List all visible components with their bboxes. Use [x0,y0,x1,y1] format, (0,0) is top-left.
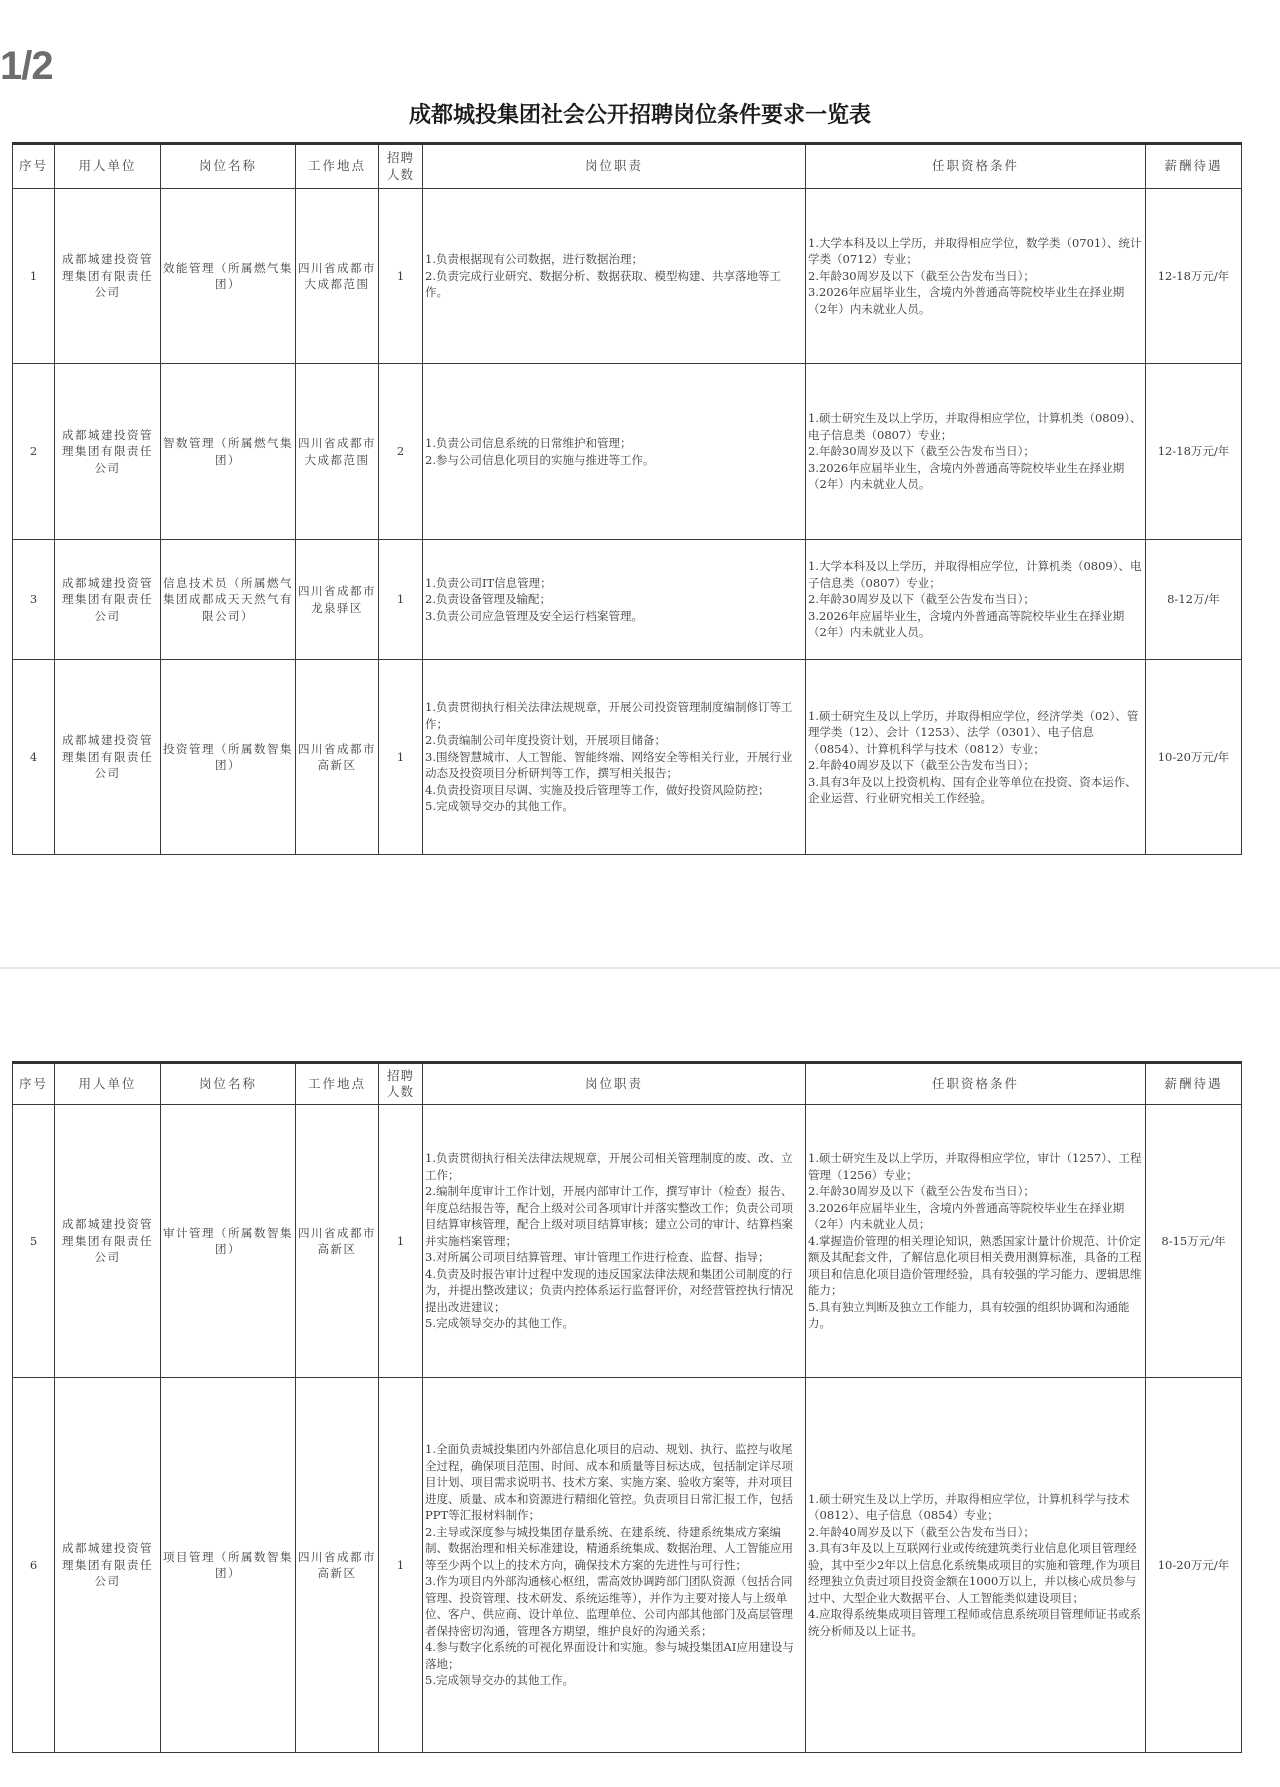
cell-requirements [806,364,1146,540]
requirement-item: 2.年龄30周岁及以下（截至公告发布当日）； [808,444,1035,459]
cell-salary: 8-12万/年 [1146,540,1242,660]
duty-item: 5.完成领导交办的其他工作。 [425,799,574,814]
cell-position: 项目管理（所属数智集团） [161,1378,296,1753]
cell-no: 2 [13,364,55,540]
cell-position: 信息技术员（所属燃气集团成都成天天然气有限公司） [161,540,296,660]
table-header-row [13,1063,1242,1105]
requirement-item: 2.年龄30周岁及以下（截至公告发布当日）； [808,1184,1035,1199]
header-count: 招聘人数 [379,144,423,189]
duty-item: 2.负责设备管理及输配； [425,592,551,607]
duty-item: 1.负责贯彻执行相关法律法规规章，开展公司相关管理制度的废、改、立工作； [425,1151,793,1182]
header-no: 序号 [13,1063,55,1105]
table-row [13,540,1242,660]
cell-duties [423,1105,806,1378]
cell-count: 1 [379,540,423,660]
cell-position: 智数管理（所属燃气集团） [161,364,296,540]
duty-item: 3.围绕智慧城市、人工智能、智能终端、网络安全等相关行业，开展行业动态及投资项目分析研判等工作，撰写相关报告； [425,749,793,781]
requirement-item: 1.大学本科及以上学历，并取得相应学位，数学类（0701）、统计学类（0712）专业； [808,235,1142,267]
requirement-item: 3.2026年应届毕业生，含境内外普通高等院校毕业生在择业期（2年）内未就业人员。 [808,285,1125,316]
cell-employer: 成都城建投资管理集团有限责任公司 [55,660,161,855]
requirement-item: 3.2026年应届毕业生，含境内外普通高等院校毕业生在择业期（2年）内未就业人员。 [808,460,1125,492]
cell-position: 投资管理（所属数智集团） [161,660,296,855]
cell-duties [423,364,806,540]
header-employer: 用人单位 [55,1063,161,1105]
requirement-item: 3.2026年应届毕业生，含境内外普通高等院校毕业生在择业期（2年）内未就业人员。 [808,608,1125,640]
table-row [13,660,1242,855]
header-employer: 用人单位 [55,144,161,189]
cell-salary: 10-20万元/年 [1146,660,1242,855]
table-row [13,1105,1242,1378]
header-position: 岗位名称 [161,1063,296,1105]
duty-item: 2.参与公司信息化项目的实施与推进等工作。 [425,452,655,467]
cell-requirements [806,660,1146,855]
duty-item: 4.参与数字化系统的可视化界面设计和实施。参与城投集团AI应用建设与落地； [425,1640,794,1671]
duty-item: 2.主导或深度参与城投集团存量系统、在建系统、待建系统集成方案编制、数据治理和相关标准建设，精通系统集成、数据治理、人工智能应用等至少两个以上的技术方向，确保技术方案的先进性与可行性； [425,1524,793,1572]
header-salary: 薪酬待遇 [1146,144,1242,189]
cell-salary: 12-18万元/年 [1146,189,1242,364]
duty-item: 1.负责公司IT信息管理； [425,575,552,590]
cell-duties [423,1378,806,1753]
cell-count: 1 [379,660,423,855]
cell-no: 1 [13,189,55,364]
cell-location: 四川省成都市高新区 [296,660,379,855]
duty-item: 2.编制年度审计工作计划，开展内部审计工作，撰写审计（检查）报告、年度总结报告等，配合上级对公司各项审计并落实整改工作；负责公司项目结算审核管理，配合上级对项目结算审核；建立公司的审计、结算档案并实施档案管理； [425,1184,793,1248]
requirement-item: 4.掌握造价管理的相关理论知识，熟悉国家计量计价规范、计价定额及其配套文件，了解信息化项目相关费用测算标准，具备的工程项目和信息化项目造价管理经验，具有较强的学习能力、逻辑思维能力； [808,1233,1142,1298]
cell-no: 5 [13,1105,55,1378]
cell-requirements [806,540,1146,660]
recruitment-table-page-2 [12,1061,1242,1753]
header-position: 岗位名称 [161,144,296,189]
duty-item: 3.对所属公司项目结算管理、审计管理工作进行检查、监督、指导； [425,1250,770,1265]
duty-item: 2.负责编制公司年度投资计划，开展项目储备； [425,733,666,748]
cell-employer: 成都城建投资管理集团有限责任公司 [55,540,161,660]
cell-requirements [806,1378,1146,1753]
requirement-item: 1.硕士研究生及以上学历，并取得相应学位，经济学类（02）、管理学类（12）、会计（1253）、法学（0301）、电子信息（0854）、计算机科学与技术（0812）专业； [808,708,1139,756]
duty-item: 3.负责公司应急管理及安全运行档案管理。 [425,608,643,623]
requirement-item: 5.具有独立判断及独立工作能力，具有较强的组织协调和沟通能力。 [808,1299,1130,1331]
cell-requirements [806,189,1146,364]
duty-item: 1.全面负责城投集团内外部信息化项目的启动、规划、执行、监控与收尾全过程，确保项目范围、时间、成本和质量等目标达成，包括制定详尽项目计划、项目需求说明书、技术方案、实施方案、验收方案等，并对项目进度、质量、成本和资源进行精细化管控。负责项目日常汇报工作，包括PPT等汇报材料制作； [425,1442,793,1523]
cell-location: 四川省成都市高新区 [296,1105,379,1378]
cell-salary: 10-20万元/年 [1146,1378,1242,1753]
cell-count: 2 [379,364,423,540]
duty-item: 1.负责贯彻执行相关法律法规规章，开展公司投资管理制度编制修订等工作； [425,700,793,731]
cell-employer: 成都城建投资管理集团有限责任公司 [55,189,161,364]
cell-no: 4 [13,660,55,855]
cell-no: 6 [13,1378,55,1753]
cell-employer: 成都城建投资管理集团有限责任公司 [55,1105,161,1378]
header-requirements: 任职资格条件 [806,144,1146,189]
page-indicator: 1/2 [0,44,53,88]
duty-item: 5.完成领导交办的其他工作。 [425,1316,574,1331]
table-header-row [13,144,1242,189]
header-duties: 岗位职责 [423,144,806,189]
cell-duties [423,540,806,660]
requirement-item: 2.年龄30周岁及以下（截至公告发布当日）； [808,592,1035,607]
cell-employer: 成都城建投资管理集团有限责任公司 [55,1378,161,1753]
requirement-item: 2.年龄40周岁及以下（截至公告发布当日）； [808,1524,1035,1539]
table-row [13,364,1242,540]
document-title: 成都城投集团社会公开招聘岗位条件要求一览表 [408,102,871,128]
cell-location: 四川省成都市大成都范围 [296,189,379,364]
requirement-item: 1.硕士研究生及以上学历，并取得相应学位，审计（1257）、工程管理（1256）专业； [808,1151,1142,1182]
cell-location: 四川省成都市高新区 [296,1378,379,1753]
header-location: 工作地点 [296,144,379,189]
cell-count: 1 [379,1378,423,1753]
requirement-item: 1.大学本科及以上学历，并取得相应学位，计算机类（0809）、电子信息类（0807）专业； [808,559,1142,590]
duty-item: 3.作为项目内外部沟通核心枢纽，需高效协调跨部门团队资源（包括合同管理、投资管理、技术研发、系统运维等），并作为主要对接人与上级单位、客户、供应商、设计单位、监理单位、公司内部其他部门及高层管理者保持密切沟通，管理各方期望，维护良好的沟通关系； [425,1574,793,1638]
cell-duties [423,189,806,364]
requirement-item: 1.硕士研究生及以上学历，并取得相应学位，计算机科学与技术（0812）、电子信息（0854）专业； [808,1491,1130,1523]
duty-item: 2.负责完成行业研究、数据分析、数据获取、模型构建、共享落地等工作。 [425,268,781,300]
cell-position: 审计管理（所属数智集团） [161,1105,296,1378]
table-row [13,1378,1242,1753]
cell-location: 四川省成都市龙泉驿区 [296,540,379,660]
header-no: 序号 [13,144,55,189]
cell-location: 四川省成都市大成都范围 [296,364,379,540]
duty-item: 1.负责公司信息系统的日常维护和管理； [425,436,632,450]
page-separator [0,967,1280,969]
header-requirements: 任职资格条件 [806,1063,1146,1105]
table-row [13,189,1242,364]
cell-position: 效能管理（所属燃气集团） [161,189,296,364]
cell-requirements [806,1105,1146,1378]
requirement-item: 4.应取得系统集成项目管理工程师或信息系统项目管理师证书或系统分析师及以上证书。 [808,1607,1141,1638]
cell-count: 1 [379,189,423,364]
header-count: 招聘人数 [379,1063,423,1105]
requirement-item: 3.2026年应届毕业生，含境内外普通高等院校毕业生在择业期（2年）内未就业人员； [808,1200,1125,1232]
header-duties: 岗位职责 [423,1063,806,1105]
cell-salary: 12-18万元/年 [1146,364,1242,540]
duty-item: 4.负责投资项目尽调、实施及投后管理等工作，做好投资风险防控； [425,782,770,797]
requirement-item: 3.具有3年及以上互联网行业或传统建筑类行业信息化项目管理经验，其中至少2年以上信息化系统集成项目的实施和管理,作为项目经理独立负责过项目投资金额在1000万以上，并以核心成员参与过中、大型企业大数据平台、人工智能类似建设项目； [808,1541,1141,1605]
cell-salary: 8-15万元/年 [1146,1105,1242,1378]
duty-item: 4.负责及时报告审计过程中发现的违反国家法律法规和集团公司制度的行为，并提出整改建议；负责内控体系运行监督评价，对经营管控执行情况提出改进建议； [425,1266,793,1314]
cell-employer: 成都城建投资管理集团有限责任公司 [55,364,161,540]
requirement-item: 2.年龄40周岁及以下（截至公告发布当日）； [808,758,1035,772]
requirement-item: 1.硕士研究生及以上学历，并取得相应学位，计算机类（0809）、电子信息类（0807）专业； [808,411,1142,442]
cell-duties [423,660,806,855]
header-location: 工作地点 [296,1063,379,1105]
duty-item: 5.完成领导交办的其他工作。 [425,1673,574,1688]
requirement-item: 3.具有3年及以上投资机构、国有企业等单位在投资、资本运作、企业运营、行业研究相关工作经验。 [808,774,1137,805]
header-salary: 薪酬待遇 [1146,1063,1242,1105]
recruitment-table-page-1 [12,142,1242,855]
cell-no: 3 [13,540,55,660]
cell-count: 1 [379,1105,423,1378]
duty-item: 1.负责根据现有公司数据，进行数据治理； [425,252,643,267]
requirement-item: 2.年龄30周岁及以下（截至公告发布当日）； [808,268,1035,283]
